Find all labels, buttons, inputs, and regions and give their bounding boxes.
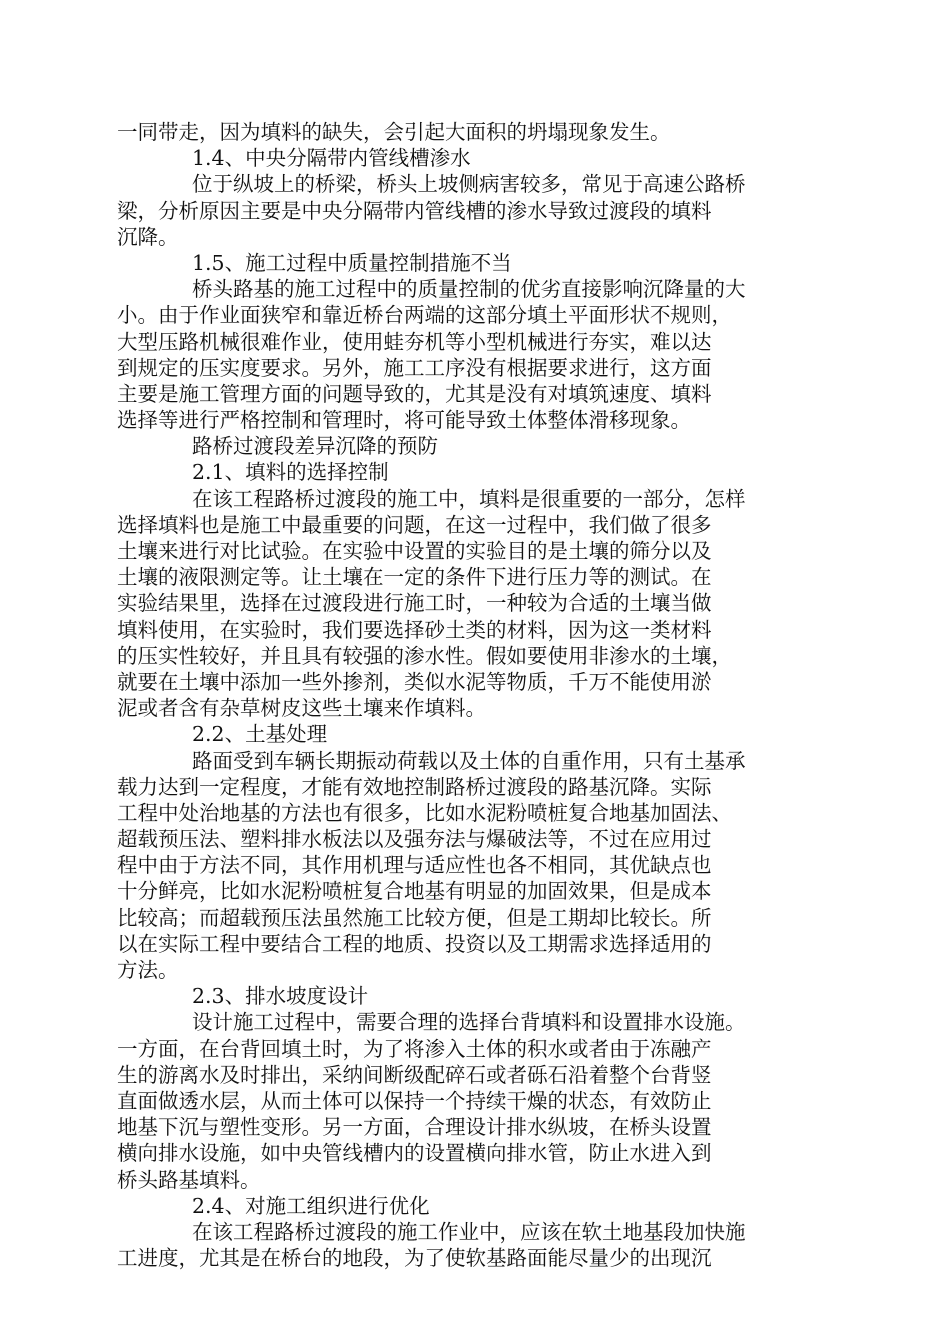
text-line: 填料使用，在实验时，我们要选择砂土类的材料，因为这一类材料 [117,617,712,642]
text-line: 1.5、施工过程中质量控制措施不当 [192,250,512,275]
text-line: 在该工程路桥过渡段的施工中，填料是很重要的一部分，怎样 [192,486,746,511]
text-line: 泥或者含有杂草树皮这些土壤来作填料。 [117,696,486,721]
text-line: 方法。 [117,958,179,982]
text-line: 2.3、排水坡度设计 [192,984,369,1009]
text-line: 直面做透水层，从而土体可以保持一个持续干燥的状态，有效防止 [117,1088,712,1113]
text-line: 土壤来进行对比试验。在实验中设置的实验目的是土壤的筛分以及 [117,539,712,563]
text-line: 的压实性较好，并且具有较强的渗水性。假如要使用非渗水的土壤， [117,643,732,668]
text-line: 工程中处治地基的方法也有很多，比如水泥粉喷桩复合地基加固法、 [117,800,732,825]
text-line: 工进度，尤其是在桥台的地段，为了使软基路面能尽量少的出现沉 [117,1246,712,1271]
text-line: 设计施工过程中，需要合理的选择台背填料和设置排水设施。 [192,1010,746,1035]
text-line: 十分鲜亮，比如水泥粉喷桩复合地基有明显的加固效果，但是成本 [117,879,712,904]
text-line: 一同带走，因为填料的缺失，会引起大面积的坍塌现象发生。 [117,120,671,144]
text-line: 选择填料也是施工中最重要的问题，在这一过程中，我们做了很多 [117,512,712,537]
text-line: 选择等进行严格控制和管理时，将可能导致土体整体滑移现象。 [117,408,691,433]
text-line: 载力达到一定程度，才能有效地控制路桥过渡段的路基沉降。实际 [117,774,712,799]
text-line: 2.2、土基处理 [192,722,328,747]
text-line: 地基下沉与塑性变形。另一方面，合理设计排水纵坡，在桥头设置 [117,1115,712,1140]
text-line: 1.4、中央分隔带内管线槽渗水 [192,146,471,171]
text-line: 小。由于作业面狭窄和靠近桥台两端的这部分填土平面形状不规则， [117,303,732,328]
text-line: 梁，分析原因主要是中央分隔带内管线槽的渗水导致过渡段的填料 [117,198,712,223]
text-line: 桥头路基填料。 [117,1167,261,1192]
text-line: 生的游离水及时排出，采纳间断级配碎石或者砾石沿着整个台背竖 [117,1062,712,1087]
text-line: 2.4、对施工组织进行优化 [192,1193,430,1218]
text-line: 以在实际工程中要结合工程的地质、投资以及工期需求选择适用的 [117,931,712,956]
text-line: 横向排水设施，如中央管线槽内的设置横向排水管，防止水进入到 [117,1141,712,1166]
text-line: 土壤的液限测定等。让土壤在一定的条件下进行压力等的测试。在 [117,565,712,590]
text-line: 在该工程路桥过渡段的施工作业中，应该在软土地基段加快施 [192,1219,746,1244]
text-line: 位于纵坡上的桥梁，桥头上坡侧病害较多，常见于高速公路桥 [192,172,746,197]
document-page [117,119,797,1271]
text-line: 沉降。 [117,224,179,249]
text-line: 路面受到车辆长期振动荷载以及土体的自重作用，只有土基承 [192,748,746,773]
text-line: 实验结果里，选择在过渡段进行施工时，一种较为合适的土壤当做 [117,591,712,616]
text-line: 程中由于方法不同，其作用机理与适应性也各不相同，其优缺点也 [117,853,712,878]
text-line: 2.1、填料的选择控制 [192,460,389,485]
text-line: 超载预压法、塑料排水板法以及强夯法与爆破法等，不过在应用过 [117,827,712,852]
text-line: 大型压路机械很难作业，使用蛙夯机等小型机械进行夯实，难以达 [117,329,712,354]
text-line: 到规定的压实度要求。另外，施工工序没有根据要求进行，这方面 [117,355,712,380]
text-line: 路桥过渡段差异沉降的预防 [192,434,438,459]
text-line: 一方面，在台背回填土时，为了将渗入土体的积水或者由于冻融产 [117,1036,712,1061]
text-line: 就要在土壤中添加一些外掺剂，类似水泥等物质，千万不能使用淤 [117,669,712,694]
text-line: 比较高；而超载预压法虽然施工比较方便，但是工期却比较长。所 [117,905,712,930]
text-line: 桥头路基的施工过程中的质量控制的优劣直接影响沉降量的大 [192,277,746,302]
text-line: 主要是施工管理方面的问题导致的，尤其是没有对填筑速度、填料 [117,381,712,406]
